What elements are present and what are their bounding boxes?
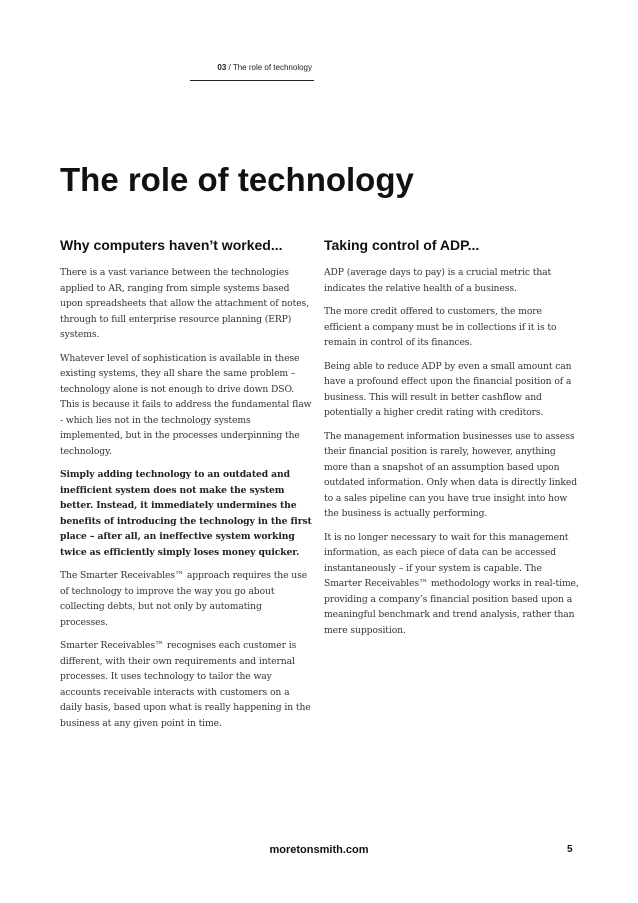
running-header-text bbox=[217, 63, 312, 72]
right-column bbox=[324, 235, 580, 646]
left-paragraph-2: Whatever level of sophistication is available in these existing systems, they all share the same problem – technology alone is not enough to drive down DSO. This is because it fails to address the fundamental flaw - which lies not in the technology systems implemented, but in the processes underpinning the technology. bbox=[60, 352, 312, 457]
right-paragraph-5: It is no longer necessary to wait for this management information, as each piece of data can be accessed instantaneously – if your system is capable. The Smarter Receivables™ methodology works in real-time, providing a company’s financial position based upon a meaningful benchmark and trend analysis, rather than mere supposition. bbox=[324, 531, 579, 636]
right-paragraph-4: The management information businesses use to assess their financial position is rarely, however, anything more than a snapshot of an assumption based upon outdated information. Only when data is directly linked to a sales pipeline can you have true insight into how the business is actually performing. bbox=[324, 430, 578, 519]
section-number: 03 bbox=[217, 63, 227, 72]
footer-url: moretonsmith.com bbox=[269, 844, 369, 856]
left-column-heading: Why computers haven’t worked... bbox=[60, 237, 283, 253]
page-number: 5 bbox=[567, 844, 573, 855]
left-paragraph-3-emphasis: Simply adding technology to an outdated and inefficient system does not make the system better. Instead, it immediately undermines the benefits of introducing the technology in the first place – after all, an ineffective system working twice as efficiently simply loses money quicker. bbox=[60, 469, 312, 558]
right-paragraph-2: The more credit offered to customers, the more efficient a company must be in collections if it is to remain in control of its finances. bbox=[324, 306, 557, 348]
page-title: The role of technology bbox=[60, 161, 414, 198]
left-paragraph-5: Smarter Receivables™ recognises each customer is different, with their own requirements and internal processes. It uses technology to tailor the way accounts receivable interacts with customers on a daily basis, based upon what is really happening in the business at any given point in time. bbox=[60, 640, 311, 729]
left-paragraph-1: There is a vast variance between the technologies applied to AR, ranging from simple systems based upon spreadsheets that allow the attachment of notes, through to full enterprise resource planning (ERP) systems. bbox=[60, 267, 309, 340]
right-paragraph-1: ADP (average days to pay) is a crucial metric that indicates the relative health of a business. bbox=[324, 267, 552, 294]
right-column-heading: Taking control of ADP... bbox=[324, 237, 480, 253]
section-title: / The role of technology bbox=[228, 63, 312, 72]
left-column bbox=[60, 235, 312, 739]
running-header bbox=[190, 60, 314, 81]
right-paragraph-3: Being able to reduce ADP by even a small amount can have a profound effect upon the financial position of a business. This will result in better cashflow and potentially a higher credit rating with creditors. bbox=[324, 360, 572, 418]
left-paragraph-4: The Smarter Receivables™ approach requires the use of technology to improve the way you go about collecting debts, but not only by automating processes. bbox=[60, 570, 308, 628]
